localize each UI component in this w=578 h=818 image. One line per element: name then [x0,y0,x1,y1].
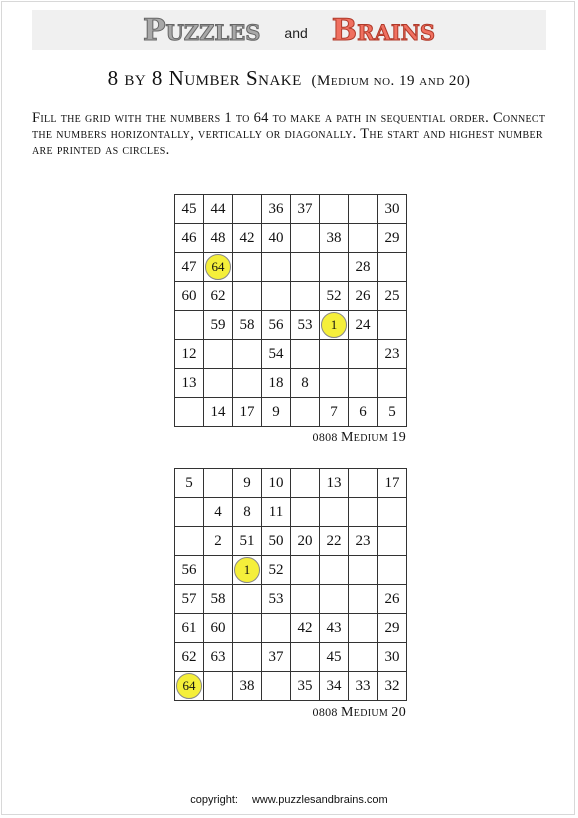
grid-cell[interactable] [204,311,233,340]
grid-cell[interactable] [378,253,407,282]
cell-number: 24 [355,316,371,333]
grid-row [175,253,407,282]
grid-row [175,498,407,527]
cell-number: 63 [210,648,226,665]
grid-cell[interactable] [175,527,204,556]
label-number: 20 [391,705,406,720]
grid-cell[interactable] [349,498,378,527]
grid-cell[interactable] [378,224,407,253]
grid-cell[interactable] [175,398,204,427]
cell-number: 8 [301,374,309,391]
puzzle-grid-19 [174,194,407,427]
grid-cell[interactable] [204,398,233,427]
grid-row [175,398,407,427]
grid-cell[interactable] [233,614,262,643]
cell-number: 59 [210,316,226,333]
grid-cell[interactable] [291,672,320,701]
puzzle-label-20 [260,705,406,721]
grid-cell[interactable] [233,643,262,672]
grid-cell[interactable] [262,398,291,427]
grid-cell[interactable] [233,469,262,498]
copyright-label: copyright: [190,794,238,806]
grid-cell[interactable] [349,224,378,253]
grid-row [175,643,407,672]
grid-cell[interactable] [204,498,233,527]
cell-number: 37 [297,200,313,217]
grid-cell[interactable] [262,369,291,398]
cell-number: 5 [185,474,193,491]
grid-cell[interactable] [349,527,378,556]
grid-cell[interactable] [175,672,204,701]
grid-row [175,556,407,585]
grid-cell[interactable] [204,224,233,253]
puzzle-grid-20 [174,468,407,701]
grid-cell[interactable] [204,672,233,701]
cell-number: 25 [384,287,400,304]
grid-cell[interactable] [291,224,320,253]
cell-number: 62 [181,648,197,665]
grid-cell[interactable] [378,498,407,527]
grid-cell[interactable] [349,398,378,427]
cell-number: 56 [268,316,284,333]
cell-number: 13 [181,374,197,391]
grid-cell[interactable] [320,253,349,282]
grid-row [175,527,407,556]
grid-cell[interactable] [175,253,204,282]
grid-cell[interactable] [378,672,407,701]
cell-number: 8 [243,503,251,520]
grid-cell[interactable] [291,469,320,498]
grid-row [175,282,407,311]
grid-cell[interactable] [320,672,349,701]
grid-cell[interactable] [204,556,233,585]
grid-cell[interactable] [349,369,378,398]
grid-cell[interactable] [291,527,320,556]
label-number: 19 [391,430,406,445]
grid-cell[interactable] [175,224,204,253]
grid-cell[interactable] [378,195,407,224]
grid-cell[interactable] [349,340,378,369]
end-circle: 64 [205,254,231,280]
grid-cell[interactable] [233,195,262,224]
cell-number: 30 [384,648,400,665]
grid-cell[interactable] [291,282,320,311]
grid-cell[interactable] [320,585,349,614]
grid-cell[interactable] [378,340,407,369]
grid-cell[interactable] [204,469,233,498]
grid-cell[interactable] [262,672,291,701]
cell-number: 11 [268,503,284,520]
grid-cell[interactable] [291,498,320,527]
grid-cell[interactable] [320,224,349,253]
grid-row [175,311,407,340]
cell-number: 35 [297,677,313,694]
cell-number: 52 [326,287,342,304]
cell-number: 44 [210,200,226,217]
grid-cell[interactable] [291,253,320,282]
grid-cell[interactable] [291,311,320,340]
cell-number: 23 [384,345,400,362]
cell-number: 53 [297,316,313,333]
grid-cell[interactable] [262,585,291,614]
grid-cell[interactable] [291,556,320,585]
cell-number: 46 [181,229,197,246]
grid-cell[interactable] [378,311,407,340]
cell-number: 33 [355,677,371,694]
puzzle-label-19 [260,430,406,446]
grid-cell[interactable] [262,253,291,282]
cell-number: 47 [181,258,197,275]
grid-cell[interactable] [378,398,407,427]
cell-number: 18 [268,374,284,391]
grid-cell[interactable] [233,311,262,340]
grid-row [175,224,407,253]
grid-cell[interactable] [320,527,349,556]
grid-cell[interactable] [233,340,262,369]
grid-cell[interactable] [320,556,349,585]
grid-row [175,469,407,498]
grid-cell[interactable] [175,311,204,340]
cell-number: 13 [326,474,342,491]
title-main: 8 by 8 Number Snake [107,66,302,90]
grid-cell[interactable] [262,469,291,498]
grid-cell[interactable] [204,340,233,369]
cell-number: 9 [243,474,251,491]
grid-cell[interactable] [349,311,378,340]
grid-cell[interactable] [175,643,204,672]
cell-number: 52 [268,561,284,578]
grid-cell[interactable] [262,614,291,643]
grid-cell[interactable] [262,282,291,311]
cell-number: 42 [239,229,255,246]
cell-number: 62 [210,287,226,304]
cell-number: 38 [239,677,255,694]
grid-cell[interactable] [262,498,291,527]
footer [0,794,578,806]
cell-number: 6 [359,403,367,420]
grid-cell[interactable] [204,253,233,282]
cell-number: 17 [384,474,400,491]
grid-cell[interactable] [175,195,204,224]
grid-cell[interactable] [204,614,233,643]
grid-row [175,195,407,224]
grid-cell[interactable] [262,340,291,369]
grid-cell[interactable] [262,643,291,672]
cell-number: 26 [355,287,371,304]
grid-cell[interactable] [349,585,378,614]
grid-cell[interactable] [378,643,407,672]
cell-number: 36 [268,200,284,217]
grid-cell[interactable] [378,614,407,643]
site-header [32,10,546,50]
grid-cell[interactable] [175,498,204,527]
cell-number: 9 [272,403,280,420]
grid-cell[interactable] [320,643,349,672]
grid-cell[interactable] [262,556,291,585]
grid-cell[interactable] [349,469,378,498]
grid-cell[interactable] [349,282,378,311]
page-title [0,66,578,91]
cell-number: 48 [210,229,226,246]
grid-cell[interactable] [262,195,291,224]
grid-cell[interactable] [378,369,407,398]
logo-and: and [284,25,308,41]
grid-cell[interactable] [204,369,233,398]
instructions: Fill the grid with the numbers 1 to 64 to make a path in sequential order. Connect the numbers horizontally, vertically or diagonally. The start and highest number are printed as circles. [32,110,546,158]
cell-number: 58 [210,590,226,607]
cell-number: 53 [268,590,284,607]
grid-cell[interactable] [204,643,233,672]
cell-number: 23 [355,532,371,549]
cell-number: 7 [330,403,338,420]
grid-row [175,672,407,701]
cell-number: 29 [384,619,400,636]
cell-number: 17 [239,403,255,420]
grid-cell[interactable] [233,282,262,311]
grid-cell[interactable] [291,643,320,672]
cell-number: 38 [326,229,342,246]
label-prefix: 0808 [312,430,338,444]
cell-number: 60 [181,287,197,304]
grid-row [175,585,407,614]
grid-cell[interactable] [320,398,349,427]
grid-cell[interactable] [320,614,349,643]
grid-cell[interactable] [320,340,349,369]
cell-number: 34 [326,677,342,694]
grid-cell[interactable] [204,585,233,614]
cell-number: 12 [181,345,197,362]
logo-brains: Brains [331,12,436,48]
cell-number: 2 [214,532,222,549]
grid-cell[interactable] [320,498,349,527]
cell-number: 51 [239,532,255,549]
grid-cell[interactable] [204,195,233,224]
grid-row [175,369,407,398]
grid-cell[interactable] [378,527,407,556]
grid-cell[interactable] [233,556,262,585]
grid-cell[interactable] [291,585,320,614]
grid-cell[interactable] [233,527,262,556]
grid-cell[interactable] [378,585,407,614]
grid-cell[interactable] [349,614,378,643]
start-circle: 1 [321,312,347,338]
cell-number: 14 [210,403,226,420]
grid-row [175,340,407,369]
label-level: Medium [341,430,389,445]
grid-cell[interactable] [291,340,320,369]
end-circle: 64 [176,673,202,699]
grid-cell[interactable] [233,498,262,527]
grid-cell[interactable] [291,398,320,427]
cell-number: 5 [388,403,396,420]
cell-number: 61 [181,619,197,636]
grid-cell[interactable] [378,282,407,311]
grid-cell[interactable] [291,614,320,643]
cell-number: 32 [384,677,400,694]
cell-number: 54 [268,345,284,362]
grid-cell[interactable] [233,585,262,614]
grid-cell[interactable] [233,224,262,253]
cell-number: 28 [355,258,371,275]
grid-cell[interactable] [349,253,378,282]
grid-cell[interactable] [320,369,349,398]
grid-cell[interactable] [175,614,204,643]
grid-cell[interactable] [204,282,233,311]
cell-number: 57 [181,590,197,607]
grid-cell[interactable] [349,195,378,224]
grid-cell[interactable] [175,556,204,585]
grid-cell[interactable] [349,672,378,701]
cell-number: 40 [268,229,284,246]
cell-number: 58 [239,316,255,333]
grid-cell[interactable] [320,469,349,498]
cell-number: 20 [297,532,313,549]
grid-cell[interactable] [291,369,320,398]
logo-puzzles: Puzzles [142,12,261,48]
grid-cell[interactable] [349,643,378,672]
title-sub: (Medium no. 19 and 20) [311,73,471,89]
grid-cell[interactable] [320,195,349,224]
grid-cell[interactable] [262,311,291,340]
grid-cell[interactable] [204,527,233,556]
grid-cell[interactable] [233,398,262,427]
grid-cell[interactable] [320,282,349,311]
grid-cell[interactable] [378,556,407,585]
grid-cell[interactable] [175,585,204,614]
grid-cell[interactable] [349,556,378,585]
grid-cell[interactable] [291,195,320,224]
cell-number: 4 [214,503,222,520]
grid-cell[interactable] [262,224,291,253]
grid-row [175,614,407,643]
cell-number: 50 [268,532,284,549]
cell-number: 45 [326,648,342,665]
label-level: Medium [341,705,389,720]
grid-cell[interactable] [175,340,204,369]
grid-cell[interactable] [233,253,262,282]
cell-number: 42 [297,619,313,636]
cell-number: 45 [181,200,197,217]
cell-number: 26 [384,590,400,607]
cell-number: 43 [326,619,342,636]
start-circle: 1 [234,557,260,583]
grid-cell[interactable] [378,469,407,498]
grid-cell[interactable] [262,527,291,556]
cell-number: 60 [210,619,226,636]
grid-cell[interactable] [233,672,262,701]
cell-number: 37 [268,648,284,665]
cell-number: 56 [181,561,197,578]
cell-number: 29 [384,229,400,246]
grid-cell[interactable] [175,282,204,311]
grid-cell[interactable] [175,369,204,398]
site-link[interactable]: www.puzzlesandbrains.com [251,794,388,806]
grid-cell[interactable] [175,469,204,498]
grid-cell[interactable] [320,311,349,340]
cell-number: 30 [384,200,400,217]
grid-cell[interactable] [233,369,262,398]
cell-number: 10 [268,474,284,491]
cell-number: 22 [326,532,342,549]
label-prefix: 0808 [312,705,338,719]
